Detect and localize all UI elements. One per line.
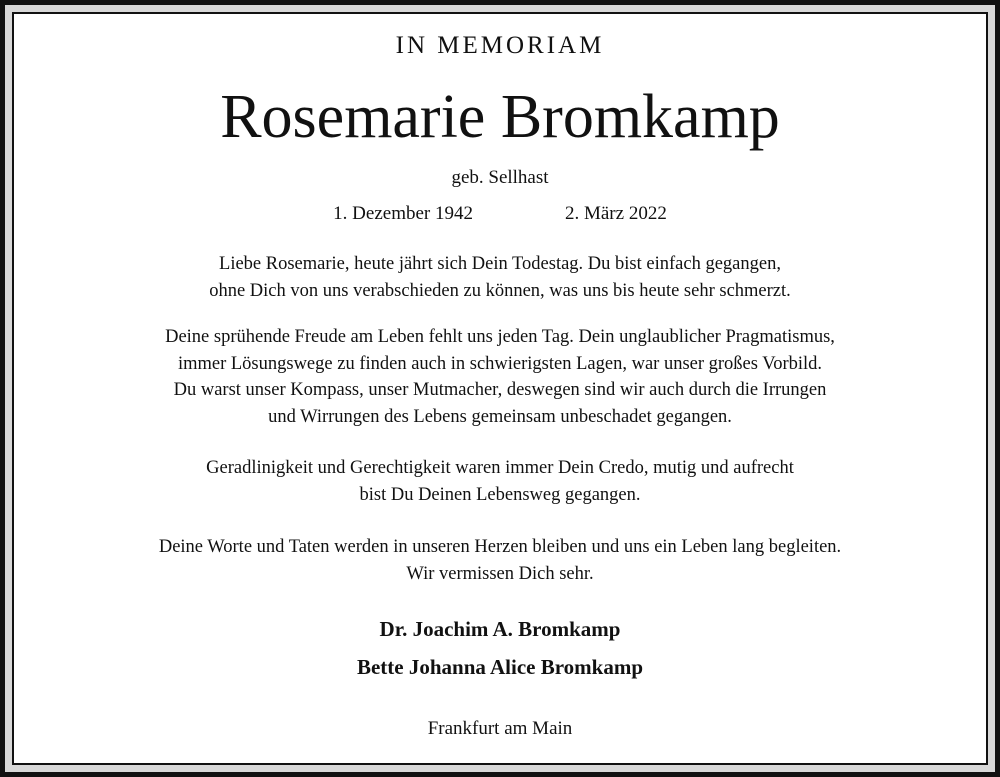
paragraph-4 [20,534,980,587]
heading: IN MEMORIAM [395,32,605,59]
date-of-death: 2. März 2022 [564,203,667,224]
life-dates [0,203,1000,225]
deceased-name: Rosemarie Bromkamp [220,83,780,151]
paragraph-1 [20,251,980,304]
paragraph-line: Geradlinigkeit und Gerechtigkeit waren immer Dein Credo, mutig und aufrecht [206,458,794,478]
paragraph-line: und Wirrungen des Lebens gemeinsam unbeschadet gegangen. [268,406,732,427]
paragraph-2 [20,324,980,430]
paragraph-line: Wir vermissen Dich sehr. [406,563,594,584]
place: Frankfurt am Main [427,718,573,739]
paragraph-line: Deine sprühende Freude am Leben fehlt uns jeden Tag. Dein unglaublicher Pragmatismus, [165,327,835,347]
date-of-birth: 1. Dezember 1942 [333,203,473,224]
paragraph-line: immer Lösungswege zu finden auch in schwierigsten Lagen, war unser großes Vorbild. [177,353,823,374]
paragraph-line: Du warst unser Kompass, unser Mutmacher, deswegen sind wir auch durch die Irrungen [173,380,827,400]
paragraph-line: bist Du Deinen Lebensweg gegangen. [359,484,641,505]
paragraph-line: ohne Dich von uns verabschieden zu können, was uns bis heute sehr schmerzt. [209,280,791,301]
paragraph-3 [20,455,980,508]
paragraph-line: Liebe Rosemarie, heute jährt sich Dein Todestag. Du bist einfach gegangen, [219,254,781,274]
signer-1: Dr. Joachim A. Bromkamp [379,617,621,641]
paragraph-line: Deine Worte und Taten werden in unseren Herzen bleiben und uns ein Leben lang begleiten. [158,537,842,557]
signer-2: Bette Johanna Alice Bromkamp [356,655,644,679]
birth-name: geb. Sellhast [451,167,549,188]
